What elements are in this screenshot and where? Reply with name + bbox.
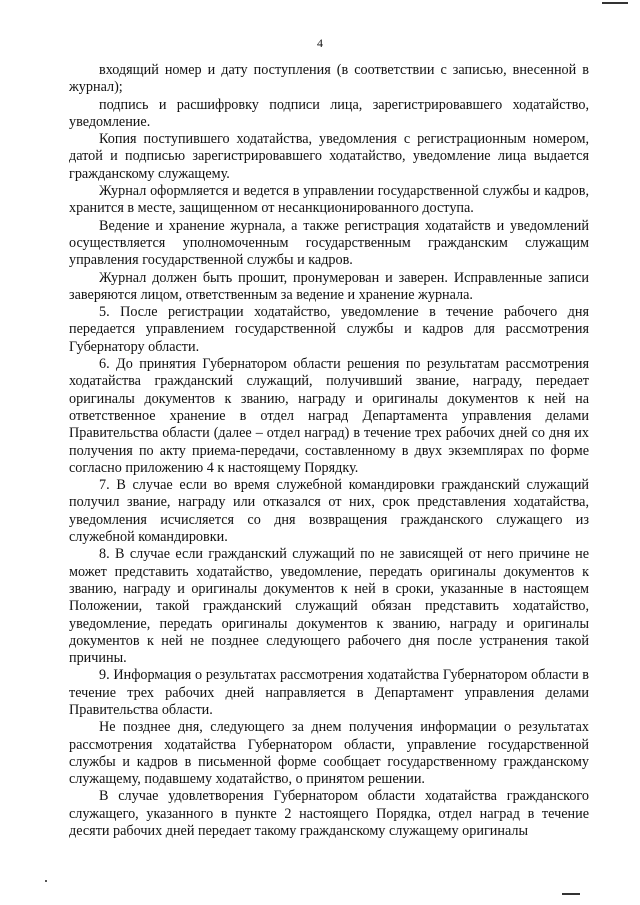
scan-artifact-top xyxy=(602,2,628,4)
scan-artifact-dot xyxy=(45,880,47,882)
paragraph-item-7: 7. В случае если во время служебной командировки гражданский служащий получил звание, награду или отказался от них, срок представления ходатайства, уведомления исчисляется со дня возвращения гражданского служащего из служебной командировки. xyxy=(69,477,589,546)
page-number: 4 xyxy=(317,36,323,50)
paragraph-incoming-number: входящий номер и дату поступления (в соответствии с записью, внесенной в журнал); xyxy=(69,62,589,96)
paragraph-signature: подпись и расшифровку подписи лица, зарегистрировавшего ходатайство, уведомление. xyxy=(69,96,589,130)
paragraph-copy-issued: Копия поступившего ходатайства, уведомления с регистрационным номером, датой и подписью зарегистрировавшего ходатайство, уведомление лица выдается гражданскому служащему. xyxy=(69,131,589,182)
paragraph-item-5: 5. После регистрации ходатайство, уведомление в течение рабочего дня передается управлением государственной службы и кадров для рассмотрения Губернатору области. xyxy=(69,304,589,355)
scan-artifact-bottom xyxy=(562,893,580,895)
paragraph-item-8: 8. В случае если гражданский служащий по не зависящей от него причине не может представить ходатайство, уведомление, передать оригиналы документов к званию, награду и оригиналы документов к ней в сроки, указанные в настоящем Положении, такой гражданский служащий обязан представить ходатайство, уведомление, передать оригиналы документов к званию, награду и оригиналы документов к ней не позднее следующего рабочего дня после устранения такой причины. xyxy=(69,546,589,667)
paragraph-journal-kept: Журнал оформляется и ведется в управлении государственной службы и кадров, хранится в месте, защищенном от несанкционированного доступа. xyxy=(69,183,589,217)
paragraph-item-9: 9. Информация о результатах рассмотрения ходатайства Губернатором области в течение трех рабочих дней направляется в Департамент управления делами Правительства области. xyxy=(69,667,589,718)
document-body xyxy=(69,62,589,840)
paragraph-journal-maintenance: Ведение и хранение журнала, а также регистрация ходатайств и уведомлений осуществляется уполномоченным государственным гражданским служащим управления государственной службы и кадров. xyxy=(69,217,589,269)
paragraph-approval: В случае удовлетворения Губернатором области ходатайства гражданского служащего, указанного в пункте 2 настоящего Порядка, отдел наград в течение десяти рабочих дней передает такому гражданскому служащему оригиналы xyxy=(69,788,589,840)
paragraph-notification: Не позднее дня, следующего за днем получения информации о результатах рассмотрения ходатайства Губернатором области, управление государственной службы и кадров в письменной форме сообщает государственному гражданскому служащему, подавшему ходатайство, о принятом решении. xyxy=(69,719,589,788)
paragraph-journal-bound: Журнал должен быть прошит, пронумерован и заверен. Исправленные записи заверяются лицом, ответственным за ведение и хранение журнала. xyxy=(69,269,589,303)
paragraph-item-6: 6. До принятия Губернатором области решения по результатам рассмотрения ходатайства гражданский служащий, получивший звание, награду, передает оригиналы документов к званию, награду и оригиналы документов к ней на ответственное хранение в отдел наград Департамента управления делами Правительства области (далее – отдел наград) в течение трех рабочих дней со дня их получения по акту приема-передачи, составленному в двух экземплярах по форме согласно приложению 4 к настоящему Порядку. xyxy=(69,356,589,476)
